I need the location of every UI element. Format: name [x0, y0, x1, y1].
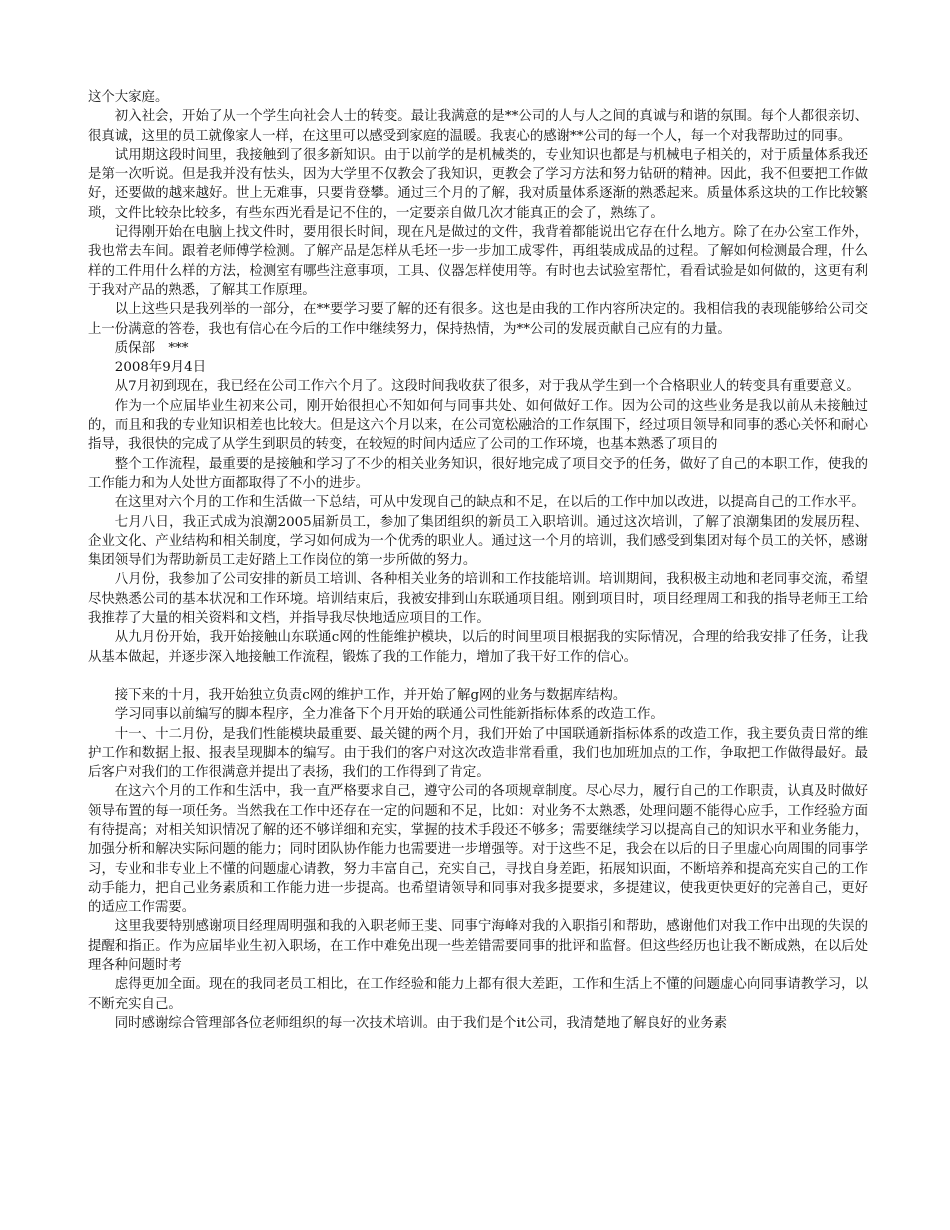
- blank-line: [88, 667, 868, 686]
- document-body: [88, 88, 868, 1033]
- paragraph: 十一、十二月份，是我们性能模块最重要、最关键的两个月，我们开始了中国联通新指标体系的改造工作，我主要负责日常的维护工作和数据上报、报表呈现脚本的编写。由于我们的客户对这次改造非常看重，我们也加班加点的工作，争取把工作做得最好。最后客户对我们的工作很满意并提出了表扬，我们的工作得到了肯定。: [88, 726, 868, 781]
- paragraph: 从九月份开始，我开始接触山东联通c网的性能维护模块，以后的时间里项目根据我的实际情况，合理的给我安排了任务，让我从基本做起，并逐步深入地接触工作流程，锻炼了我的工作能力，增加了我干好工作的信心。: [88, 630, 868, 665]
- paragraph: 作为一个应届毕业生初来公司，刚开始很担心不知如何与同事共处、如何做好工作。因为公司的这些业务是我以前从未接触过的，而且和我的专业知识相差也比较大。但是这六个月以来，在公司宽松融洽的工作氛围下，经过项目领导和同事的悉心关怀和耐心指导，我很快的完成了从学生到职员的转变，在较短的时间内适应了公司的工作环境，也基本熟悉了项目的: [88, 398, 868, 453]
- paragraph: 同时感谢综合管理部各位老师组织的每一次技术培训。由于我们是个it公司，我清楚地了解良好的业务素: [114, 1015, 728, 1031]
- paragraph: 以上这些只是我列举的一部分，在**要学习要了解的还有很多。这也是由我的工作内容所决定的。我相信我的表现能够给公司交上一份满意的答卷，我也有信心在今后的工作中继续努力，保持热情，为**公司的发展贡献自己应有的力量。: [88, 302, 868, 337]
- paragraph: 从7月初到现在，我已经在公司工作六个月了。这段时间我收获了很多，对于我从学生到一个合格职业人的转变具有重要意义。: [114, 379, 860, 395]
- paragraph: 初入社会，开始了从一个学生向社会人士的转变。最让我满意的是**公司的人与人之间的真诚与和谐的氛围。每个人都很亲切、很真诚，这里的员工就像家人一样，在这里可以感受到家庭的温暖。我衷心的感谢**公司的每一个人，每一个对我帮助过的同事。: [88, 109, 868, 144]
- paragraph: 记得刚开始在电脑上找文件时，要用很长时间，现在凡是做过的文件，我背着都能说出它存在什么地方。除了在办公室工作外，我也常去车间。跟着老师傅学检测。了解产品是怎样从毛坯一步一步加工成零件，再组装成成品的过程。了解如何检测最合理，什么样的工件用什么样的方法，检测室有哪些注意事项，工具、仪器怎样使用等。有时也去试验室帮忙，看看试验是如何做的，这更有利于我对产品的熟悉，了解其工作原理。: [88, 225, 868, 298]
- signature-department: 质保部 ***: [114, 340, 189, 356]
- paragraph: 学习同事以前编写的脚本程序，全力准备下个月开始的联通公司性能新指标体系的改造工作。: [114, 707, 664, 723]
- paragraph: 在这里对六个月的工作和生活做一下总结，可从中发现自己的缺点和不足，在以后的工作中加以改进，以提高自己的工作水平。: [114, 495, 865, 511]
- paragraph: 八月份，我参加了公司安排的新员工培训、各种相关业务的培训和工作技能培训。培训期间，我积极主动地和老同事交流，希望尽快熟悉公司的基本状况和工作环境。培训结束后，我被安排到山东联通项目组。刚到项目时，项目经理周工和我的指导老师王工给我推荐了大量的相关资料和文档，并指导我尽快地适应项目的工作。: [88, 572, 868, 627]
- paragraph: 这个大家庭。: [88, 90, 169, 105]
- paragraph: 在这六个月的工作和生活中，我一直严格要求自己，遵守公司的各项规章制度。尽心尽力，履行自己的工作职责，认真及时做好领导布置的每一项任务。当然我在工作中还存在一定的问题和不足，比如：对业务不太熟悉，处理问题不能得心应手，工作经验方面有待提高；对相关知识情况了解的还不够详细和充实，掌握的技术手段还不够多；需要继续学习以提高自己的知识水平和业务能力，加强分析和解决实际问题的能力；同时团队协作能力也需要进一步增强等。对于这些不足，我会在以后的日子里虚心向周围的同事学习，专业和非专业上不懂的问题虚心请教，努力丰富自己，充实自己，寻找自身差距，拓展知识面，不断培养和提高充实自己的工作动手能力，把自己业务素质和工作能力进一步提高。也希望请领导和同事对我多提要求，多提建议，使我更快更好的完善自己，更好的适应工作需要。: [88, 784, 868, 916]
- paragraph: 七月八日，我正式成为浪潮2005届新员工，参加了集团组织的新员工入职培训。通过这次培训，了解了浪潮集团的发展历程、企业文化、产业结构和相关制度，学习如何成为一个优秀的职业人。通过这一个月的培训，我们感受到集团对每个员工的关怀，感谢集团领导们为帮助新员工走好踏上工作岗位的第一步所做的努力。: [88, 514, 868, 569]
- paragraph: 接下来的十月，我开始独立负责c网的维护工作，并开始了解g网的业务与数据库结构。: [114, 687, 627, 703]
- signature-date: 2008年9月4日: [114, 360, 207, 376]
- paragraph: 试用期这段时间里，我接触到了很多新知识。由于以前学的是机械类的，专业知识也都是与机械电子相关的，对于质量体系我还是第一次听说。但是我并没有怯头，因为大学里不仅教会了我知识，更教会了学习方法和努力钻研的精神。因此，我不但要把工作做好，还要做的越来越好。世上无难事，只要肯登攀。通过三个月的了解，我对质量体系逐渐的熟悉起来。质量体系这块的工作比较繁琐，文件比较杂比较多，有些东西光看是记不住的，一定要亲自做几次才能真正的会了，熟练了。: [88, 147, 868, 221]
- paragraph: 整个工作流程，最重要的是接触和学习了不少的相关业务知识，很好地完成了项目交予的任务，做好了自己的本职工作，使我的工作能力和为人处世方面都取得了不小的进步。: [88, 456, 868, 491]
- paragraph: 这里我要特别感谢项目经理周明强和我的入职老师王斐、同事宁海峰对我的入职指引和帮助，感谢他们对我工作中出现的失误的提醒和指正。作为应届毕业生初入职场，在工作中难免出现一些差错需要同事的批评和监督。但这些经历也让我不断成熟，在以后处理各种问题时考: [88, 919, 868, 974]
- paragraph: 虑得更加全面。现在的我同老员工相比，在工作经验和能力上都有很大差距，工作和生活上不懂的问题虚心向同事请教学习，以不断充实自己。: [88, 977, 868, 1012]
